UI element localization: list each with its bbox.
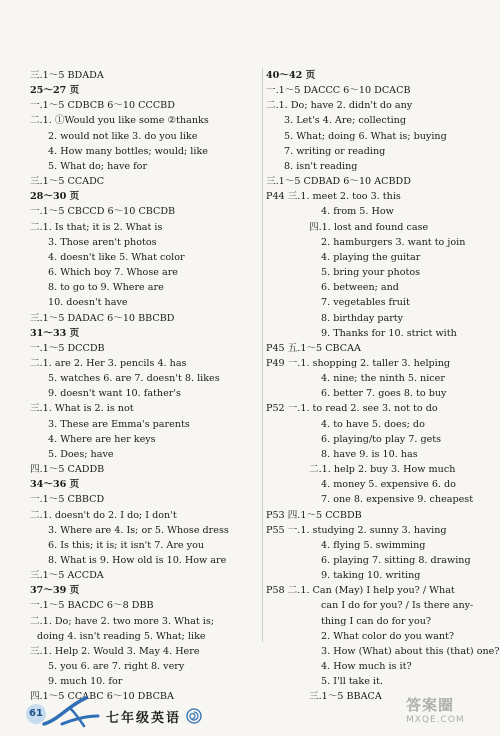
answer-line: 5. Does; have	[48, 448, 114, 460]
answer-line: 40～42 页	[266, 70, 316, 81]
answer-line: 5. you 6. are 7. right 8. very	[48, 661, 185, 673]
answer-line: 三.1～5 CDBAD 6～10 ACBDD	[266, 176, 411, 188]
column-divider	[262, 68, 263, 642]
answer-line: 4. flying 5. swimming	[321, 539, 426, 551]
answer-line: 三.1～5 ACCDA	[30, 570, 104, 582]
answer-line: 8. What is 9. How old is 10. How are	[48, 555, 227, 566]
answer-line: 7. one 8. expensive 9. cheapest	[321, 494, 474, 506]
answer-line: 9. Thanks for 10. strict with	[321, 327, 457, 339]
answer-line: 二.1. Do; have 2. didn't do any	[266, 100, 413, 112]
answer-line: 三.1～5 DADAC 6～10 BBCBD	[30, 312, 175, 324]
answer-line: 二.1. Do; have 2. two more 3. What is;	[30, 615, 215, 627]
answer-line: 37～39 页	[30, 585, 80, 597]
answer-line: 3. How (What) about this (that) one?	[321, 645, 500, 657]
left-answer-column	[30, 68, 262, 705]
answer-line: 三.1～5 BDADA	[30, 70, 104, 81]
answer-line: 3. Those aren't photos	[48, 236, 157, 248]
answer-line: 一.1～5 DACCC 6～10 DCACB	[266, 85, 411, 97]
answer-line: 一.1～5 CBCCD 6～10 CBCDB	[30, 206, 176, 218]
answer-line: 25～27 页	[30, 85, 80, 97]
answer-line: 31～33 页	[30, 327, 80, 339]
answer-line: 7. vegetables fruit	[321, 297, 410, 309]
answer-line: 6. between; and	[321, 282, 399, 294]
answer-line: P55 一.1. studying 2. sunny 3. having	[266, 524, 447, 536]
answer-line: 5. watches 6. are 7. doesn't 8. likes	[48, 373, 220, 385]
answer-line: 一.1～5 CBBCD	[30, 494, 105, 506]
answer-line: 9. much 10. for	[48, 676, 123, 688]
answer-line: 6. Which boy 7. Whose are	[48, 267, 178, 279]
answer-line: 8. birthday party	[321, 312, 404, 324]
answer-line: 三.1～5 CCADC	[30, 176, 105, 188]
answer-line: 4. Where are her keys	[48, 433, 156, 445]
answer-line: 9. doesn't want 10. father's	[48, 388, 181, 400]
answer-line: 5. What; doing 6. What is; buying	[284, 130, 447, 142]
answer-line: 2. hamburgers 3. want to join	[321, 236, 466, 248]
answer-line: doing 4. isn't reading 5. What; like	[37, 630, 206, 642]
answer-line: 6. better 7. goes 8. to buy	[321, 388, 447, 400]
answer-line: 4. from 5. How	[321, 206, 394, 218]
answer-line: 5. What do; have for	[48, 160, 148, 172]
answer-line: 3. Let's 4. Are; collecting	[284, 115, 406, 127]
answer-line: 三.1. What is 2. is not	[30, 403, 134, 415]
answer-line: 4. playing the guitar	[321, 251, 421, 263]
answer-line: 二.1. are 2. Her 3. pencils 4. has	[30, 357, 187, 369]
answer-line: 一.1～5 BACDC 6～8 DBB	[30, 600, 154, 612]
watermark-url: MXQE.COM	[406, 715, 465, 725]
answer-line: 8. isn't reading	[284, 160, 358, 172]
answer-line: 3. Where are 4. Is; or 5. Whose dress	[48, 524, 229, 536]
answer-line: 四.1～5 CADDB	[30, 464, 105, 476]
answer-line: P45 五.1～5 CBCAA	[266, 342, 361, 354]
answer-line: 二.1. help 2. buy 3. How much	[309, 464, 456, 476]
answer-line: P53 四.1～5 CCBDB	[266, 509, 362, 521]
answer-line: 4. How much is it?	[321, 661, 412, 673]
watermark-title: 答案圈	[406, 696, 455, 714]
swoosh-icon	[40, 694, 102, 730]
answer-line: 7. writing or reading	[284, 145, 386, 157]
answer-line: P49 一.1. shopping 2. taller 3. helping	[266, 357, 451, 369]
answer-line: 5. I'll take it.	[321, 676, 383, 688]
answer-line: 2. What color do you want?	[321, 630, 454, 642]
answer-line: can I do for you? / Is there any-	[321, 600, 474, 612]
answer-line: 四.1. lost and found case	[309, 221, 429, 233]
answer-line: 6. playing 7. sitting 8. drawing	[321, 555, 471, 566]
answer-line: 4. nine; the ninth 5. nicer	[321, 373, 445, 385]
answer-line: 8. have 9. is 10. has	[321, 448, 418, 460]
answer-line: P52 一.1. to read 2. see 3. not to do	[266, 403, 438, 415]
spiral-icon	[186, 708, 202, 724]
answer-line: 34～36 页	[30, 479, 80, 491]
answer-line: 一.1～5 CDBCB 6～10 CCCBD	[30, 100, 175, 112]
answer-line: 8. to go to 9. Where are	[48, 282, 164, 294]
answer-line: 四.1～5 CCABC 6～10 DBCBA	[30, 691, 174, 703]
answer-line: 一.1～5 DCCDB	[30, 342, 105, 354]
answer-line: 2. would not like 3. do you like	[48, 130, 198, 142]
answer-line: 5. bring your photos	[321, 267, 421, 279]
answer-line: 三.1. Help 2. Would 3. May 4. Here	[30, 645, 200, 657]
answer-line: 二.1. ①Would you like some ②thanks	[30, 115, 209, 127]
answer-line: 28～30 页	[30, 191, 80, 203]
answer-line: 二.1. doesn't do 2. I do; I don't	[30, 509, 177, 521]
answer-line: 4. money 5. expensive 6. do	[321, 479, 456, 491]
page-footer	[26, 702, 226, 730]
page-number-badge: 61	[26, 704, 46, 724]
answer-line: thing I can do for you?	[321, 615, 432, 627]
answer-line: 10. doesn't have	[48, 297, 128, 309]
answer-line: 4. doesn't like 5. What color	[48, 251, 185, 263]
answer-line: 二.1. Is that; it is 2. What is	[30, 221, 163, 233]
answer-line: 3. These are Emma's parents	[48, 418, 190, 430]
answer-line: 4. to have 5. does; do	[321, 418, 425, 430]
answer-line: P44 三.1. meet 2. too 3. this	[266, 191, 401, 203]
site-watermark	[406, 694, 490, 728]
answer-line: 三.1～5 BBACA	[309, 691, 382, 703]
answer-line: 6. playing/to play 7. gets	[321, 433, 442, 445]
book-title: 七年级英语	[106, 711, 182, 726]
right-answer-column	[266, 68, 500, 705]
answer-line: P58 二.1. Can (May) I help you? / What	[266, 585, 455, 597]
answer-line: 6. Is this; it is; it isn't 7. Are you	[48, 539, 205, 551]
answer-line: 4. How many bottles; would; like	[48, 145, 208, 157]
answer-line: 9. taking 10. writing	[321, 570, 421, 582]
